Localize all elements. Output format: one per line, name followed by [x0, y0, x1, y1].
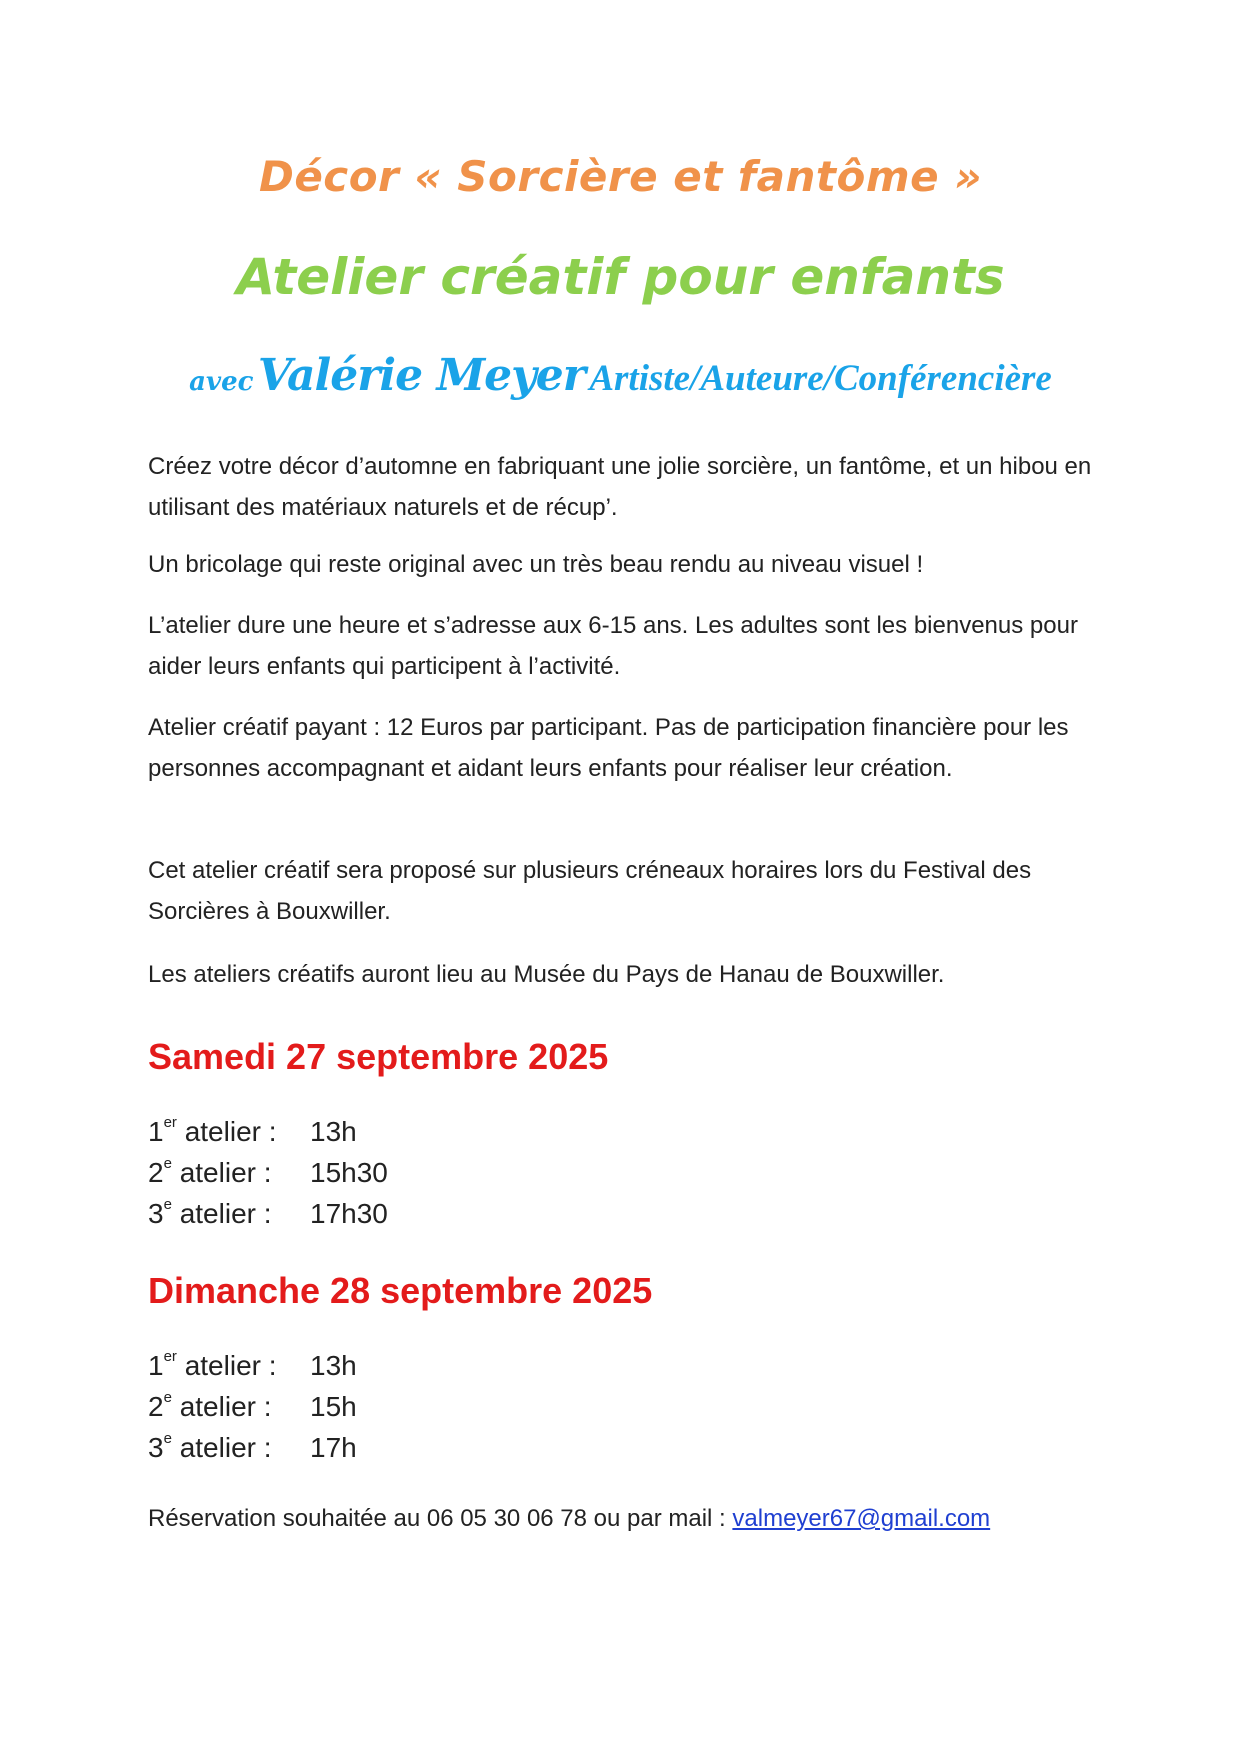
- page-subtitle: Atelier créatif pour enfants: [236, 248, 1005, 306]
- slot-time: 15h30: [310, 1157, 388, 1188]
- slot-saturday-1: [148, 1114, 357, 1148]
- slot-suffix: e: [163, 1196, 172, 1213]
- slot-number: 2: [148, 1391, 164, 1422]
- slot-time: 15h: [310, 1391, 357, 1422]
- slot-number: 1: [148, 1116, 164, 1147]
- slot-label: atelier :: [176, 1350, 277, 1381]
- paragraph-schedule: Cet atelier créatif sera proposé sur plusieurs créneaux horaires lors du Festival des Sorcières à Bouxwiller.: [148, 857, 1032, 925]
- email-link[interactable]: valmeyer67@gmail.com: [732, 1505, 991, 1532]
- slot-label: atelier :: [171, 1157, 272, 1188]
- slot-saturday-3: [148, 1196, 388, 1230]
- paragraph-duration: L’atelier dure une heure et s’adresse aux 6-15 ans. Les adultes sont les bienvenus pour aider leurs enfants qui participent à l’activité.: [148, 612, 1078, 680]
- slot-label: atelier :: [171, 1432, 272, 1463]
- slot-number: 3: [148, 1432, 164, 1463]
- slot-saturday-2: [148, 1155, 388, 1189]
- page-title: Décor « Sorcière et fantôme »: [258, 152, 983, 201]
- slot-suffix: e: [163, 1155, 172, 1172]
- slot-sunday-2: [148, 1389, 357, 1423]
- byline-name: Valérie Meyer: [257, 350, 585, 401]
- slot-number: 1: [148, 1350, 164, 1381]
- slot-sunday-1: [148, 1348, 357, 1382]
- slot-time: 17h30: [310, 1198, 388, 1229]
- paragraph-intro: Créez votre décor d’automne en fabriquant une jolie sorcière, un fantôme, et un hibou en utilisant des matériaux naturels et de récup’.: [148, 453, 1092, 521]
- day-heading-saturday: Samedi 27 septembre 2025: [148, 1036, 609, 1077]
- slot-number: 3: [148, 1198, 164, 1229]
- slot-suffix: er: [163, 1348, 177, 1365]
- slot-label: atelier :: [176, 1116, 277, 1147]
- slot-label: atelier :: [171, 1198, 272, 1229]
- slot-label: atelier :: [171, 1391, 272, 1422]
- slot-number: 2: [148, 1157, 164, 1188]
- byline-roles: Artiste/Auteure/Conférencière: [589, 358, 1052, 399]
- byline-prefix: avec: [189, 367, 254, 397]
- paragraph-price: Atelier créatif payant : 12 Euros par participant. Pas de participation financière pour les personnes accompagnant et aidant leurs enfants pour réaliser leur création.: [148, 714, 1069, 782]
- slot-suffix: e: [163, 1389, 172, 1406]
- day-heading-sunday: Dimanche 28 septembre 2025: [148, 1270, 653, 1311]
- slot-time: 17h: [310, 1432, 357, 1463]
- slot-sunday-3: [148, 1430, 357, 1464]
- reservation-text: Réservation souhaitée au 06 05 30 06 78 ou par mail :: [148, 1505, 733, 1532]
- byline: [0, 350, 1241, 401]
- paragraph-location: Les ateliers créatifs auront lieu au Musée du Pays de Hanau de Bouxwiller.: [148, 961, 945, 988]
- slot-time: 13h: [310, 1350, 357, 1381]
- slot-suffix: e: [163, 1430, 172, 1447]
- slot-suffix: er: [163, 1114, 177, 1131]
- slot-time: 13h: [310, 1116, 357, 1147]
- paragraph-craft: Un bricolage qui reste original avec un très beau rendu au niveau visuel !: [148, 551, 924, 578]
- reservation-line: [148, 1505, 990, 1533]
